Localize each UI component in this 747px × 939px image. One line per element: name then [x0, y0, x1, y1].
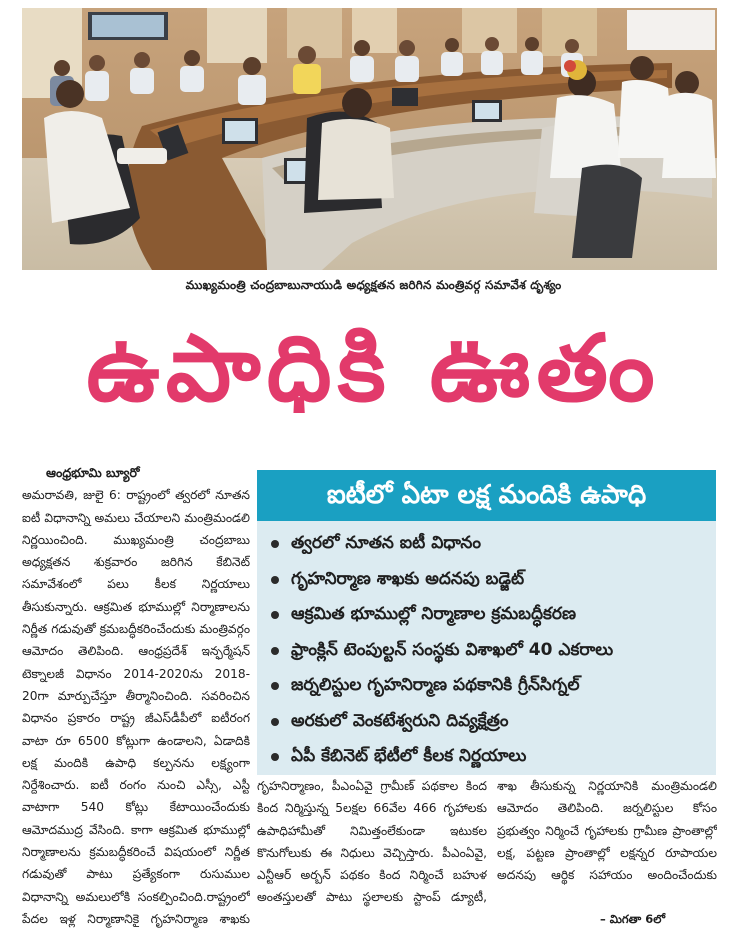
highlights-list: [257, 526, 716, 775]
highlight-item: [257, 739, 716, 775]
bullet-icon: [271, 611, 279, 619]
highlights-title: ఐటీలో ఏటా లక్ష మందికి ఉపాధి: [257, 470, 716, 521]
article-column-3: [497, 775, 717, 905]
article-column-1: [22, 462, 250, 932]
highlight-item: [257, 704, 716, 740]
highlight-text: ఫ్రాంక్లిన్ టెంపుల్టన్ సంస్థకు విశాఖలో 40 ఎకరాలు: [291, 639, 614, 660]
highlight-text: అరకులో వెంకటేశ్వరుని దివ్యక్షేత్రం: [291, 710, 509, 731]
highlight-item: [257, 562, 716, 598]
highlight-text: జర్నలిస్టుల గృహనిర్మాణ పథకానికి గ్రీన్‌సిగ్నల్: [291, 675, 580, 695]
bullet-icon: [271, 718, 279, 726]
highlight-text: ఏపీ కేబినెట్ భేటీలో కీలక నిర్ణయాలు: [291, 746, 527, 766]
article-text: శాఖ తీసుకున్న నిర్ణయానికి మంత్రిమండలి ఆమోదం తెలిపింది. జర్నలిస్టుల కోసం ప్రభుత్వం నిర్మించే గృహాలకు గ్రామీణ ప్రాంతాల్లో లక్ష, పట్టణ ప్రాంతాల్లో లక్షన్నర రూపాయల అదనపు ఆర్థిక సహాయం అందించేందుకు: [497, 779, 717, 883]
highlight-text: ఆక్రమిత భూముల్లో నిర్మాణాల క్రమబద్ధీకరణ: [291, 604, 576, 624]
bullet-icon: [271, 753, 279, 761]
highlight-text: త్వరలో నూతన ఐటీ విధానం: [291, 533, 481, 553]
meeting-room-illustration: [22, 8, 717, 270]
photo-caption: ముఖ్యమంత్రి చంద్రబాబునాయుడి అధ్యక్షతన జరిగిన మంత్రివర్గ సమావేశ దృశ్యం: [185, 278, 562, 292]
article-text: అమరావతి, జులై 6: రాష్ట్రంలో త్వరలో నూతన ఐటీ విధానాన్ని అమలు చేయాలని మంత్రిమండలి నిర్ణయించింది. ముఖ్యమంత్రి చంద్రబాబు అధ్యక్షతన శుక్రవారం జరిగిన కేబినెట్ సమావేశంలో పలు కీలక నిర్ణయాలు తీసుకున్నారు. ఆక్రమిత భూముల్లో నిర్మాణాలను నిర్ణీత గడువుతో క్రమబద్ధీకరించేందుకు మంత్రివర్గం ఆమోదం తెలిపింది. ఆంధ్రప్రదేశ్ ఇన్ఫర్మేషన్ టెక్నాలజీ విధానం 2014-2020ను 2018-20గా మార్పుచేస్తూ తీర్మానించింది. సవరించిన విధానం ప్రకారం రాష్ట్ర జీఎస్‌డీపీలో ఐటీరంగ వాటా రూ 6500 కోట్లుగా ఉండాలని, ఏడాదికి లక్ష మందికి ఉపాధి కల్పనను లక్ష్యంగా నిర్దేశించారు. ఐటీ రంగం నుంచి ఎస్సీ, ఎస్టీ వాటాగా 540 కోట్లు కేటాయించేందుకు ఆమోదముద్ర వేసింది. కాగా ఆక్రమిత భూముల్లో నిర్మాణాలను క్రమబద్ధీకరించే విషయంలో నిర్ణీత గడువుతో పాటు ప్రత్యేకంగా రుసుముల విధానాన్ని అమలులోకి సంకల్పించింది.రాష్ట్రంలో పేదల ఇళ్ల నిర్మాణానికై గృహనిర్మాణ శాఖకు: [22, 488, 250, 926]
highlights-box: [257, 470, 716, 775]
byline: ఆంధ్రభూమి బ్యూరో: [46, 465, 140, 480]
highlight-item: [257, 633, 716, 669]
highlight-item: [257, 668, 716, 704]
highlight-text: గృహనిర్మాణ శాఖకు అదనపు బడ్జెట్: [291, 568, 525, 589]
cabinet-meeting-photo: [22, 8, 717, 270]
continued-on-page: – మిగతా 6లో: [600, 912, 666, 926]
highlight-item: [257, 597, 716, 633]
highlight-item: [257, 526, 716, 562]
article-column-2: [257, 775, 487, 905]
headline: ఉపాధికి ఊతం: [86, 315, 661, 422]
bullet-icon: [271, 540, 279, 548]
bullet-icon: [271, 682, 279, 690]
bullet-icon: [271, 647, 279, 655]
bullet-icon: [271, 576, 279, 584]
article-text: గృహనిర్మాణం, పీఎంఏవై గ్రామీణ్ పథకాల కింద కింద నిర్మిస్తున్న 5లక్షల 66వేల 466 గృహాలకు ఉపాధిహామీతో నిమిత్తంలేకుండా ఇటుకల కొనుగోలుకు ఈ నిధులు వెచ్చిస్తారు. పీఎంఏవై, ఎన్టీఆర్ అర్బన్ పథకం కింద నిర్మించే బహుళ అంతస్తులతో పాటు స్థలాలకు స్టాంప్ డ్యూటీ,: [257, 779, 487, 905]
